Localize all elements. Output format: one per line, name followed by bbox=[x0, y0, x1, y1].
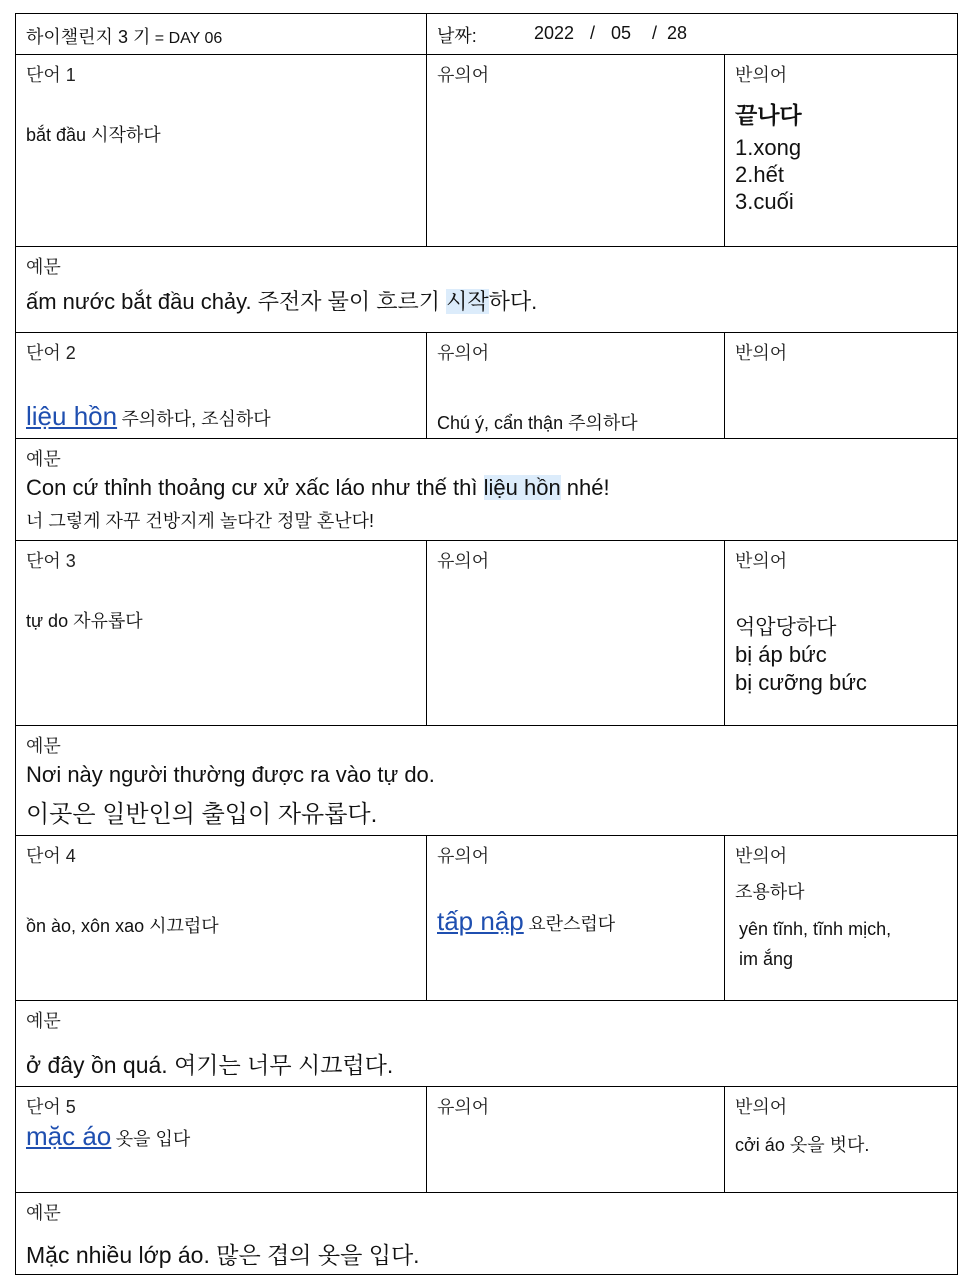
example-3-translation: 이곳은 일반인의 출입이 자유롭다. bbox=[26, 801, 378, 828]
example-1-cell bbox=[16, 247, 957, 332]
word-3-synonym-label: 유의어 bbox=[437, 551, 490, 571]
word-1-antonym-cell bbox=[724, 55, 959, 246]
word-1-synonym-cell bbox=[426, 55, 724, 246]
word-4-synonym-link[interactable]: tấp nập bbox=[437, 906, 524, 936]
example-4-sentence: ở đây ồn quá. 여기는 너무 시끄럽다. bbox=[26, 1052, 394, 1078]
word-4-antonym-list bbox=[735, 914, 949, 974]
word-4-synonym-meaning: 요란스럽다 bbox=[528, 914, 616, 934]
word-1-antonym-label: 반의어 bbox=[735, 65, 788, 85]
word-1-label: 단어 1 bbox=[26, 65, 76, 85]
word-2-meaning: 주의하다, 조심하다 bbox=[121, 409, 271, 429]
word-4-synonym bbox=[437, 906, 615, 937]
example-1-row bbox=[15, 246, 958, 332]
word-5-antonym: cởi áo 옷을 벗다. bbox=[735, 1135, 870, 1155]
word-2-synonym: Chú ý, cẩn thận 주의하다 bbox=[437, 413, 638, 433]
word-3-cell bbox=[16, 541, 426, 725]
word-1-antonym-item: 2.hết bbox=[735, 162, 784, 187]
example-5-row bbox=[15, 1192, 958, 1275]
challenge-title: 하이챌린지 3 기 bbox=[26, 27, 151, 47]
example-2-row bbox=[15, 438, 958, 540]
word-4-meaning: 시끄럽다 bbox=[149, 916, 219, 936]
header-title-cell bbox=[16, 14, 426, 54]
example-2-text: Con cứ thỉnh thoảng cư xử xấc láo như thế thì bbox=[26, 475, 484, 500]
example-1-label: 예문 bbox=[26, 257, 61, 277]
word-4-antonym-line: im ắng bbox=[739, 949, 794, 969]
word-3-entry bbox=[26, 607, 143, 633]
word-3-label: 단어 3 bbox=[26, 551, 76, 571]
date-day: 28 bbox=[667, 23, 688, 43]
word-3-meaning: 자유롭다 bbox=[73, 611, 143, 631]
word-1-row bbox=[15, 54, 958, 246]
example-2-highlight: liệu hồn bbox=[483, 475, 561, 500]
word-1-antonym-item: 3.cuối bbox=[735, 189, 794, 214]
example-3-cell bbox=[16, 726, 957, 835]
example-2-sentence bbox=[26, 475, 947, 501]
date-sep-2: / bbox=[652, 23, 658, 43]
example-3-label: 예문 bbox=[26, 736, 61, 756]
word-5-word-link[interactable]: mặc áo bbox=[26, 1121, 112, 1151]
example-4-label: 예문 bbox=[26, 1011, 61, 1031]
example-1-highlight: 시작 bbox=[446, 289, 489, 314]
word-5-synonym-cell bbox=[426, 1087, 724, 1192]
word-3-antonym-item: bị cưỡng bức bbox=[735, 670, 867, 695]
word-3-antonym-list bbox=[735, 641, 867, 697]
example-5-cell bbox=[16, 1193, 957, 1274]
header-row bbox=[15, 13, 958, 54]
word-3-synonym-cell bbox=[426, 541, 724, 725]
example-1-sentence bbox=[26, 285, 947, 316]
word-2-row bbox=[15, 332, 958, 438]
word-3-antonym-label: 반의어 bbox=[735, 551, 788, 571]
example-4-cell bbox=[16, 1001, 957, 1086]
date-sep-1: / bbox=[590, 23, 596, 43]
example-2-cell bbox=[16, 439, 957, 540]
word-1-synonym-label: 유의어 bbox=[437, 65, 490, 85]
word-1-cell bbox=[16, 55, 426, 246]
word-4-antonym-heading: 조용하다 bbox=[735, 882, 805, 902]
example-3-row bbox=[15, 725, 958, 835]
example-5-sentence: Mặc nhiều lớp áo. 많은 겹의 옷을 입다. bbox=[26, 1242, 420, 1268]
word-1-antonym-item: 1.xong bbox=[735, 135, 802, 160]
word-4-antonym-label: 반의어 bbox=[735, 846, 788, 866]
example-2-label: 예문 bbox=[26, 449, 61, 469]
header-date-cell bbox=[426, 14, 957, 54]
example-4-row bbox=[15, 1000, 958, 1086]
word-5-row bbox=[15, 1086, 958, 1192]
word-3-antonym-cell bbox=[724, 541, 959, 725]
word-4-entry bbox=[26, 912, 219, 938]
example-5-label: 예문 bbox=[26, 1203, 61, 1223]
word-2-cell bbox=[16, 333, 426, 438]
example-1-text: ấm nước bắt đầu chảy. 주전자 물이 흐르기 bbox=[26, 289, 447, 314]
word-1-meaning: 시작하다 bbox=[91, 125, 161, 145]
word-3-antonym-heading: 억압당하다 bbox=[735, 616, 837, 639]
day-label: = DAY 06 bbox=[154, 30, 223, 47]
word-2-synonym-label: 유의어 bbox=[437, 343, 490, 363]
word-1-antonym-list bbox=[735, 134, 949, 215]
date-label: 날짜: bbox=[437, 26, 477, 46]
word-4-cell bbox=[16, 836, 426, 1000]
word-2-antonym-cell bbox=[724, 333, 959, 438]
word-5-entry bbox=[26, 1121, 416, 1152]
word-3-word: tự do bbox=[26, 611, 69, 631]
word-5-label: 단어 5 bbox=[26, 1097, 76, 1117]
word-5-antonym-label: 반의어 bbox=[735, 1097, 788, 1117]
word-5-synonym-label: 유의어 bbox=[437, 1097, 490, 1117]
word-4-synonym-label: 유의어 bbox=[437, 846, 490, 866]
word-4-label: 단어 4 bbox=[26, 846, 76, 866]
word-1-antonym-heading: 끝나다 bbox=[735, 102, 802, 128]
word-1-word: bắt đầu bbox=[26, 125, 87, 145]
word-4-antonym-cell bbox=[724, 836, 959, 1000]
date-year: 2022 bbox=[534, 23, 575, 43]
word-4-synonym-cell bbox=[426, 836, 724, 1000]
word-4-word: ồn ào, xôn xao bbox=[26, 916, 145, 936]
example-1-text-end: 하다. bbox=[488, 289, 538, 314]
date-month: 05 bbox=[611, 23, 632, 43]
word-2-label: 단어 2 bbox=[26, 343, 76, 363]
word-4-antonym-line: yên tĩnh, tĩnh mịch, bbox=[739, 919, 892, 939]
word-3-row bbox=[15, 540, 958, 725]
word-5-cell bbox=[16, 1087, 426, 1192]
word-2-synonym-cell bbox=[426, 333, 724, 438]
example-3-sentence: Nơi này người thường được ra vào tự do. bbox=[26, 762, 435, 787]
example-2-translation: 너 그렇게 자꾸 건방지게 놀다간 정말 혼난다! bbox=[26, 511, 374, 531]
word-1-entry bbox=[26, 121, 161, 147]
word-5-antonym-cell bbox=[724, 1087, 959, 1192]
example-2-text-end: nhé! bbox=[560, 475, 610, 500]
word-2-entry bbox=[26, 401, 271, 432]
word-4-row bbox=[15, 835, 958, 1000]
word-2-word-link[interactable]: liệu hồn bbox=[26, 401, 118, 431]
word-3-antonym-item: bị áp bức bbox=[735, 642, 827, 667]
word-5-meaning: 옷을 입다 bbox=[115, 1129, 191, 1149]
word-2-antonym-label: 반의어 bbox=[735, 343, 788, 363]
